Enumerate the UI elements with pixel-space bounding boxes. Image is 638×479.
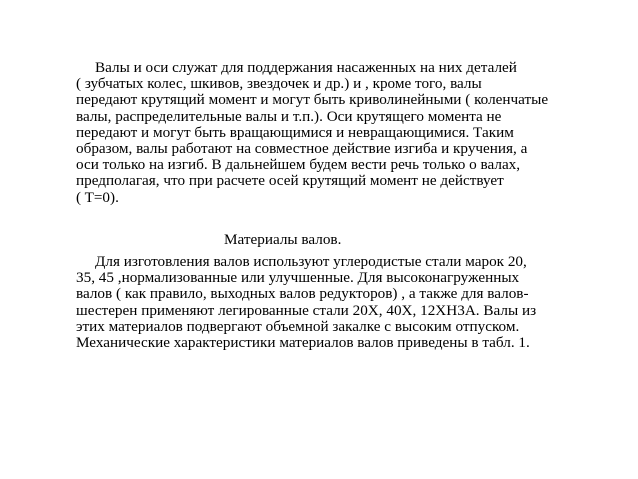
text-line: этих материалов подвергают объемной закалке с высоким отпуском. xyxy=(76,317,520,335)
document-page xyxy=(76,60,636,351)
text-line: предполагая, что при расчете осей крутящий момент не действует xyxy=(76,172,504,190)
text-line: шестерен применяют легированные стали 20Х, 40Х, 12ХН3А. Валы из xyxy=(76,301,537,319)
text-line: Механические характеристики материалов валов приведены в табл. 1. xyxy=(76,334,530,352)
paragraph-shaft-materials xyxy=(76,254,636,351)
text-line: валы, распределительные валы и т.п.). Оси крутящего момента не xyxy=(76,107,502,125)
text-line: валов ( как правило, выходных валов редукторов) , а также для валов- xyxy=(76,285,529,303)
text-line: ( T=0). xyxy=(76,188,119,206)
text-line: Валы и оси служат для поддержания насаженных на них деталей xyxy=(95,59,517,76)
text-line: ( зубчатых колес, шкивов, звездочек и др.) и , кроме того, валы xyxy=(76,75,482,93)
text-line: передают крутящий момент и могут быть криволинейными ( коленчатые xyxy=(76,91,549,109)
text-line: оси только на изгиб. В дальнейшем будем вести речь только о валах, xyxy=(76,156,521,174)
section-heading: Материалы валов. xyxy=(224,230,342,248)
text-line: Для изготовления валов используют углеродистые стали марок 20, xyxy=(95,253,527,271)
text-line: передают и могут быть вращающимися и невращающимися. Таким xyxy=(76,123,514,141)
text-line: образом, валы работают на совместное действие изгиба и кручения, а xyxy=(76,140,528,158)
text-line: 35, 45 ,нормализованные или улучшенные. Для высоконагруженных xyxy=(76,269,520,287)
paragraph-shafts-and-axles xyxy=(76,60,636,206)
